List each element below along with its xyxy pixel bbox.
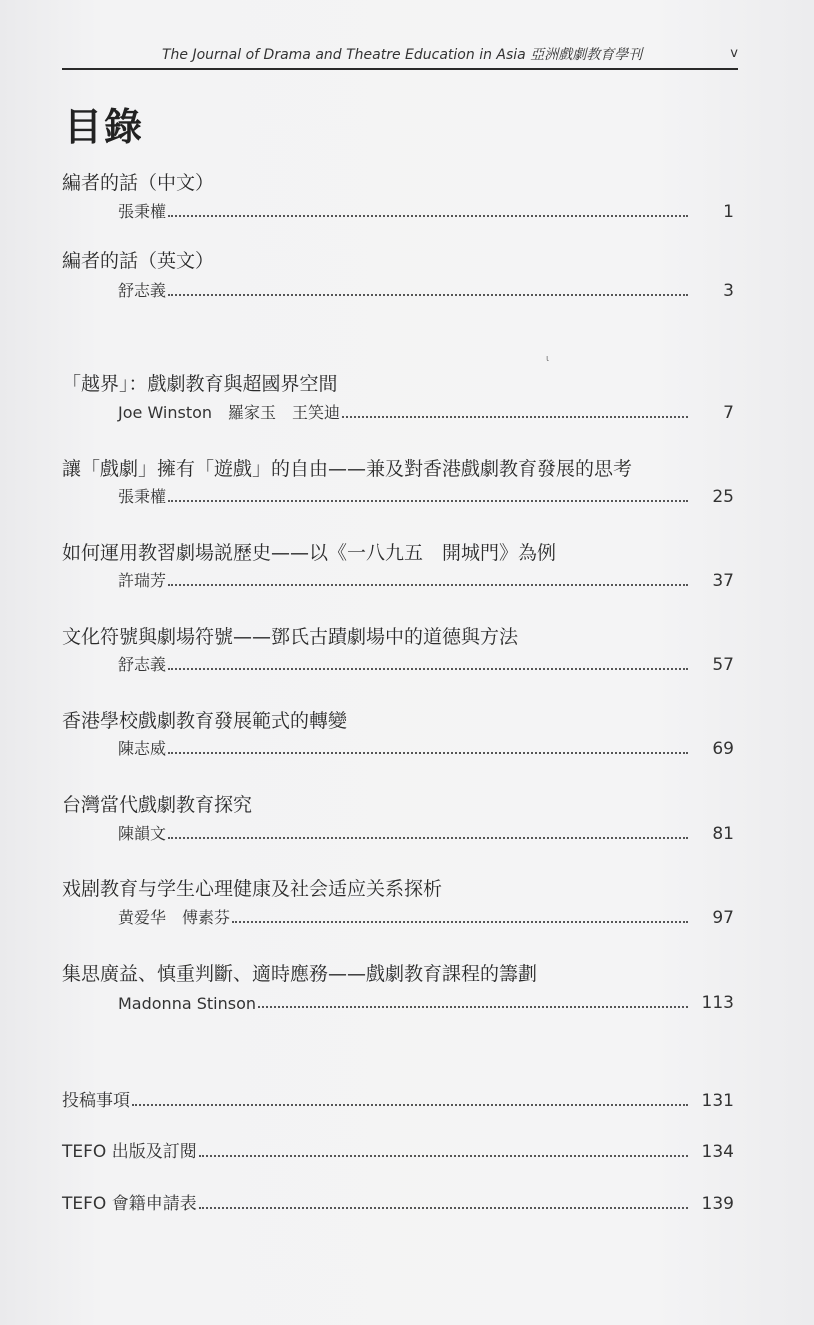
toc-entry-title[interactable]: 「越界」：戲劇教育與超國界空間 <box>62 373 338 395</box>
back-matter-label: TEFO 出版及訂閱 <box>62 1142 197 1162</box>
toc-entry-line <box>118 906 734 928</box>
toc-entry-authors: Madonna Stinson <box>118 994 257 1013</box>
dot-leader <box>168 294 688 296</box>
toc-entry-authors: 張秉權 <box>118 487 167 506</box>
toc-entry-page: 1 <box>723 202 734 222</box>
dot-leader <box>168 215 688 217</box>
toc-entry-page: 69 <box>712 739 734 759</box>
toc-entry-title[interactable]: 讓「戲劇」擁有「遊戲」的自由——兼及對香港戲劇教育發展的思考 <box>62 458 633 480</box>
toc-entry-authors: 舒志義 <box>118 655 167 674</box>
toc-entry-line <box>118 401 734 423</box>
toc-entry-title[interactable]: 如何運用教習劇場説歷史——以《一八九五 開城門》為例 <box>62 542 557 564</box>
toc-entry-page: 25 <box>712 487 734 507</box>
toc-entry-page: 7 <box>723 403 734 423</box>
back-matter-label: TEFO 會籍申請表 <box>62 1194 197 1214</box>
toc-entry-page: 113 <box>701 993 734 1013</box>
dot-leader <box>342 416 688 418</box>
toc-entry-page: 37 <box>712 571 734 591</box>
toc-entry-authors: 許瑞芳 <box>118 571 167 590</box>
running-header <box>62 44 738 70</box>
dot-leader <box>258 1006 688 1008</box>
toc-entry-title[interactable]: 集思廣益、慎重判斷、適時應務——戲劇教育課程的籌劃 <box>62 963 538 985</box>
dot-leader <box>168 837 688 839</box>
dot-leader <box>132 1104 688 1106</box>
toc-entry-title[interactable]: 文化符號與劇場符號——鄧氏古蹟劇場中的道德與方法 <box>62 626 519 648</box>
dot-leader <box>199 1207 688 1209</box>
back-matter-page: 134 <box>701 1142 734 1162</box>
stray-mark: ι <box>546 354 550 364</box>
toc-entry-page: 57 <box>712 655 734 675</box>
toc-entry-authors: 舒志義 <box>118 281 167 300</box>
toc-entry-authors: 陳韻文 <box>118 824 167 843</box>
toc-entry-authors: 黄爱华 傅素芬 <box>118 908 231 927</box>
dot-leader <box>168 752 688 754</box>
back-matter-page: 139 <box>701 1194 734 1214</box>
toc-entry-title[interactable]: 戏剧教育与学生心理健康及社会适应关系探析 <box>62 878 443 900</box>
toc-entry-title[interactable]: 編者的話（英文） <box>62 250 215 272</box>
back-matter-line[interactable] <box>62 1089 734 1111</box>
journal-title: The Journal of Drama and Theatre Education in Asia 亞洲戲劇教育學刊 <box>162 47 643 63</box>
toc-entry-authors: Joe Winston 羅家玉 王笑迪 <box>118 403 341 422</box>
dot-leader <box>199 1155 688 1157</box>
toc-entry-line <box>118 737 734 759</box>
toc-entry-page: 81 <box>712 824 734 844</box>
toc-entry-authors: 張秉權 <box>118 202 167 221</box>
toc-entry-line <box>118 200 734 222</box>
toc-entry-line <box>118 653 734 675</box>
dot-leader <box>232 921 688 923</box>
back-matter-line[interactable] <box>62 1192 734 1214</box>
toc-entry-title[interactable]: 台灣當代戲劇教育探究 <box>62 794 253 816</box>
dot-leader <box>168 668 688 670</box>
toc-entry-line <box>118 485 734 507</box>
toc-entry-line <box>118 279 734 301</box>
header-page-number: v <box>730 46 738 61</box>
toc-entry-line <box>118 991 734 1013</box>
toc-entry-line <box>118 569 734 591</box>
toc-entry-title[interactable]: 編者的話（中文） <box>62 172 215 194</box>
back-matter-page: 131 <box>701 1091 734 1111</box>
dot-leader <box>168 500 688 502</box>
toc-entry-page: 3 <box>723 281 734 301</box>
dot-leader <box>168 584 688 586</box>
toc-entry-page: 97 <box>712 908 734 928</box>
toc-entry-title[interactable]: 香港學校戲劇教育發展範式的轉變 <box>62 710 348 732</box>
toc-entry-line <box>118 822 734 844</box>
toc-entry-authors: 陳志威 <box>118 739 167 758</box>
back-matter-label: 投稿事項 <box>62 1091 130 1111</box>
toc-heading: 目錄 <box>64 105 145 149</box>
back-matter-line[interactable] <box>62 1140 734 1162</box>
